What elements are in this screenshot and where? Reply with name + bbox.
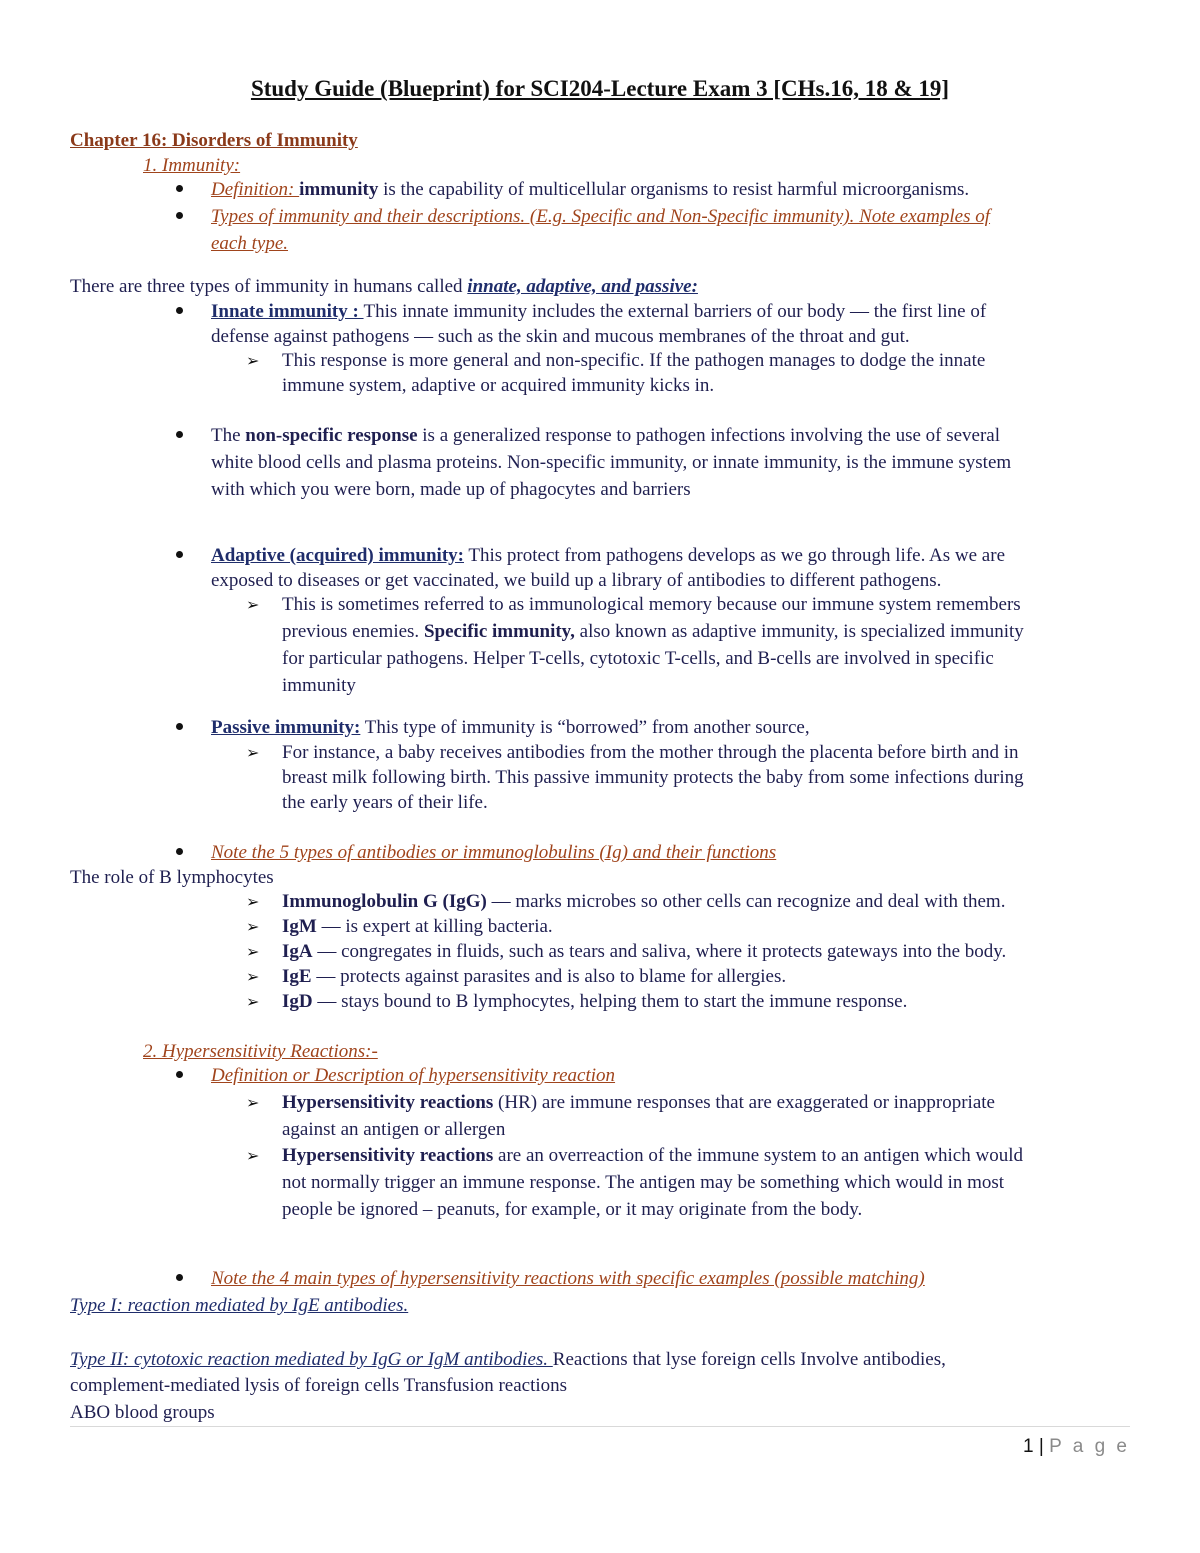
passive-sub-line1: For instance, a baby receives antibodies from the mother through the placenta before birth and in [282,742,1019,763]
passive-line1: Passive immunity: This type of immunity is “borrowed” from another source, [211,717,810,738]
antibodies-note: Note the 5 types of antibodies or immunoglobulins (Ig) and their functions [211,842,777,863]
bullet-icon [176,723,183,730]
antibody-item: IgD — stays bound to B lymphocytes, helping them to start the immune response. [282,991,908,1012]
chapter-heading: Chapter 16: Disorders of Immunity [70,130,358,151]
hypersensitivity-def-note: Definition or Description of hypersensitivity reaction [211,1065,616,1086]
hyper-def1-line1: Hypersensitivity reactions (HR) are immune responses that are exaggerated or inappropriate [282,1092,995,1113]
passive-sub-line2: breast milk following birth. This passive immunity protects the baby from some infections during [282,767,1024,788]
page-number: 1 [1023,1436,1034,1457]
arrow-bullet-icon: ➢ [246,743,260,762]
section-hypersensitivity-heading: 2. Hypersensitivity Reactions:- [143,1041,378,1062]
hypersensitivity-types-note: Note the 4 main types of hypersensitivity reactions with specific examples (possible matching) [211,1268,925,1289]
arrow-bullet-icon: ➢ [246,992,260,1011]
hyper-def2-line3: people be ignored – peanuts, for example, or it may originate from the body. [282,1199,863,1220]
arrow-bullet-icon: ➢ [246,1093,260,1112]
bullet-icon [176,185,183,192]
definition-line: Definition: immunity is the capability of multicellular organisms to resist harmful microorganisms. [211,179,970,200]
nonspecific-line3: with which you were born, made up of phagocytes and barriers [211,479,691,500]
type-2-reaction-line2: complement-mediated lysis of foreign cells Transfusion reactions [70,1375,568,1396]
arrow-bullet-icon: ➢ [246,892,260,911]
types-note-line2: each type. [211,233,289,254]
page-title: Study Guide (Blueprint) for SCI204-Lecture Exam 3 [CHs.16, 18 & 19] [250,76,950,101]
bullet-icon [176,551,183,558]
type-2-reaction-line1: Type II: cytotoxic reaction mediated by IgG or IgM antibodies. Reactions that lyse foreign cells Involve antibodies, [70,1349,946,1370]
section-immunity-heading: 1. Immunity: [143,155,241,176]
intro-paragraph: There are three types of immunity in humans called innate, adaptive, and passive: [70,276,698,297]
bullet-icon [176,212,183,219]
adaptive-line1: Adaptive (acquired) immunity: This protect from pathogens develops as we go through life. As we are [211,545,1006,566]
arrow-bullet-icon: ➢ [246,917,260,936]
footer-divider [70,1426,1130,1427]
hyper-def2-line2: not normally trigger an immune response. The antigen may be something which would in most [282,1172,1005,1193]
bullet-icon [176,848,183,855]
innate-line2: defense against pathogens — such as the skin and mucous membranes of the throat and gut. [211,326,910,347]
footer-separator: | [1033,1436,1050,1457]
types-note-line1: Types of immunity and their descriptions. (E.g. Specific and Non-Specific immunity). Note examples of [211,206,991,227]
arrow-bullet-icon: ➢ [246,942,260,961]
innate-line1: Innate immunity : This innate immunity includes the external barriers of our body — the first line of [211,301,987,322]
adaptive-sub-line3: for particular pathogens. Helper T-cells, cytotoxic T-cells, and B-cells are involved in specific [282,648,994,669]
nonspecific-line1: The non-specific response is a generalized response to pathogen infections involving the use of several [211,425,1001,446]
arrow-bullet-icon: ➢ [246,1146,260,1165]
arrow-bullet-icon: ➢ [246,967,260,986]
adaptive-line2: exposed to diseases or get vaccinated, we build up a library of antibodies to different pathogens. [211,570,942,591]
innate-sub-line2: immune system, adaptive or acquired immunity kicks in. [282,375,715,396]
page-label: P a g e [1049,1436,1130,1457]
passive-sub-line3: the early years of their life. [282,792,488,813]
antibody-item: IgA — congregates in fluids, such as tears and saliva, where it protects gateways into the body. [282,941,1007,962]
bullet-icon [176,1071,183,1078]
antibody-item: IgM — is expert at killing bacteria. [282,916,553,937]
hyper-def2-line1: Hypersensitivity reactions are an overreaction of the immune system to an antigen which would [282,1145,1023,1166]
adaptive-sub-line2: previous enemies. Specific immunity, also known as adaptive immunity, is specialized immunity [282,621,1024,642]
type-1-reaction: Type I: reaction mediated by IgE antibodies. [70,1295,409,1316]
page-footer [1023,1434,1130,1459]
hyper-def1-line2: against an antigen or allergen [282,1119,506,1140]
antibody-item: IgE — protects against parasites and is also to blame for allergies. [282,966,787,987]
bullet-icon [176,431,183,438]
innate-sub-line1: This response is more general and non-specific. If the pathogen manages to dodge the innate [282,350,986,371]
nonspecific-line2: white blood cells and plasma proteins. Non-specific immunity, or innate immunity, is the immune system [211,452,1012,473]
bullet-icon [176,307,183,314]
arrow-bullet-icon: ➢ [246,351,260,370]
adaptive-sub-line4: immunity [282,675,356,696]
adaptive-sub-line1: This is sometimes referred to as immunological memory because our immune system remembers [282,594,1021,615]
antibody-item: Immunoglobulin G (IgG) — marks microbes so other cells can recognize and deal with them. [282,891,1006,912]
b-lymphocytes-role: The role of B lymphocytes [70,867,274,888]
type-2-reaction-line3: ABO blood groups [70,1402,215,1423]
bullet-icon [176,1274,183,1281]
arrow-bullet-icon: ➢ [246,595,260,614]
